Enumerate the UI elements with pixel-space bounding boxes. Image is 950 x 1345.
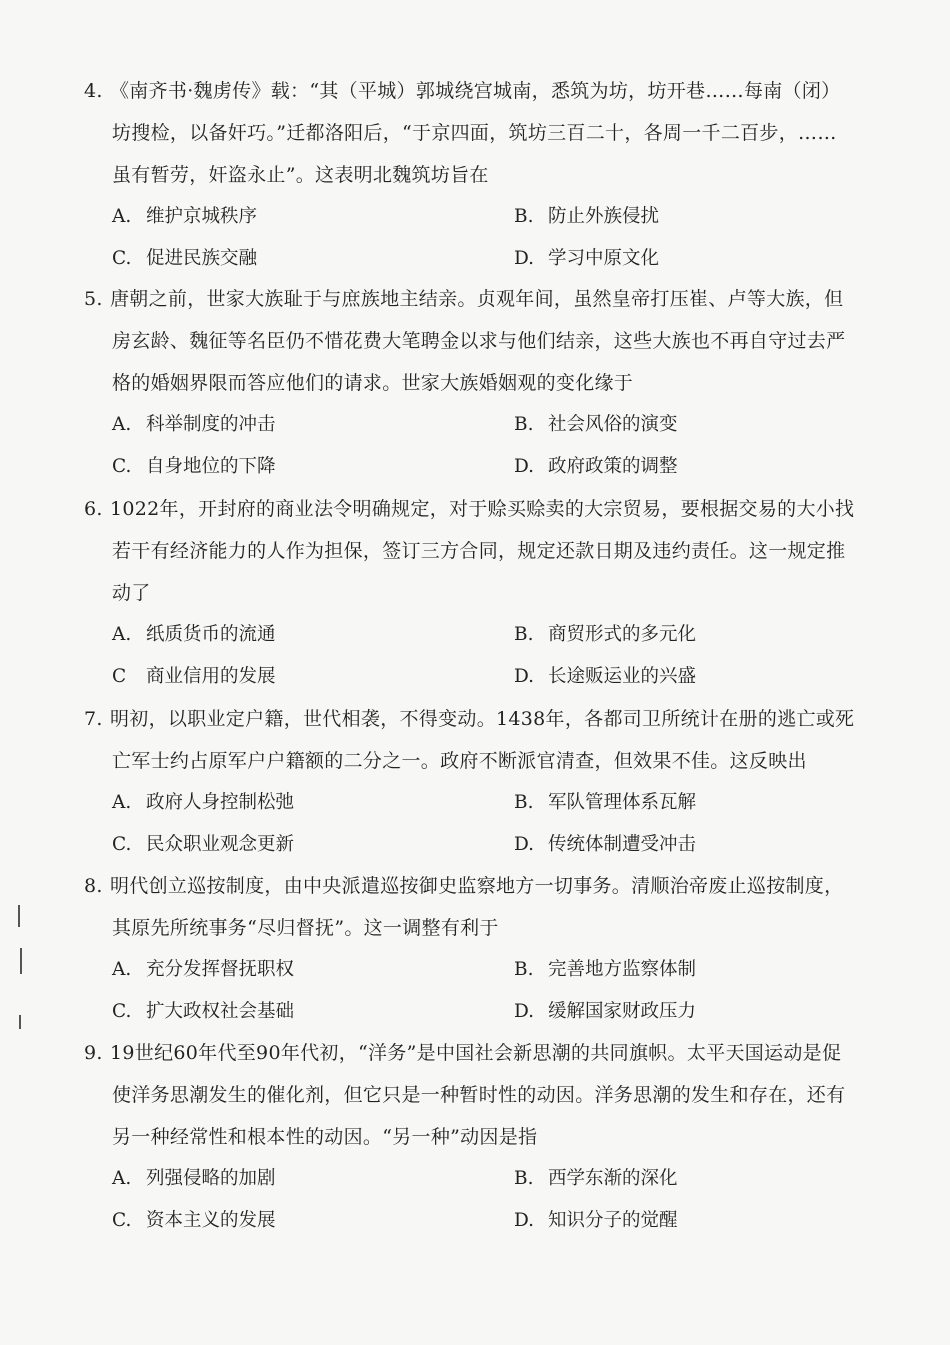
option-d[interactable]: D. 缓解国家财政压力 bbox=[514, 1001, 697, 1022]
option-b[interactable]: B. 完善地方监察体制 bbox=[514, 959, 697, 980]
option-d[interactable]: D. 长途贩运业的兴盛 bbox=[514, 666, 697, 687]
options bbox=[84, 949, 884, 1033]
scan-mark bbox=[19, 1015, 21, 1029]
option-a[interactable]: A. 列强侵略的加剧 bbox=[112, 1168, 276, 1189]
question-5 bbox=[84, 278, 884, 488]
question-stem bbox=[84, 70, 884, 196]
stem-line: 其原先所统事务“尽归督抚”。这一调整有利于 bbox=[112, 917, 499, 939]
option-c[interactable]: C 商业信用的发展 bbox=[112, 666, 276, 687]
question-number: 5. bbox=[84, 288, 103, 310]
question-stem bbox=[84, 488, 884, 614]
option-a[interactable]: A. 维护京城秩序 bbox=[112, 206, 258, 227]
stem-line: 若干有经济能力的人作为担保，签订三方合同，规定还款日期及违约责任。这一规定推 bbox=[112, 540, 846, 562]
option-d[interactable]: D. 传统体制遭受冲击 bbox=[514, 834, 697, 855]
options bbox=[84, 782, 884, 866]
option-a[interactable]: A. 充分发挥督抚职权 bbox=[112, 959, 295, 980]
stem-line: 使洋务思潮发生的催化剂，但它只是一种暂时性的动因。洋务思潮的发生和存在，还有 bbox=[112, 1084, 846, 1106]
option-b[interactable]: B. 防止外族侵扰 bbox=[514, 206, 660, 227]
stem-line: 19世纪60年代至90年代初，“洋务”是中国社会新思潮的共同旗帜。太平天国运动是促 bbox=[110, 1042, 842, 1064]
stem-line: 亡军士约占原军户户籍额的二分之一。政府不断派官清查，但效果不佳。这反映出 bbox=[112, 750, 807, 772]
stem-line: 唐朝之前，世家大族耻于与庶族地主结亲。贞观年间，虽然皇帝打压崔、卢等大族，但 bbox=[110, 288, 844, 310]
option-c[interactable]: C. 扩大政权社会基础 bbox=[112, 1001, 295, 1022]
options bbox=[84, 1158, 884, 1242]
options bbox=[84, 196, 884, 280]
question-9 bbox=[84, 1032, 884, 1242]
option-a[interactable]: A. 科举制度的冲击 bbox=[112, 414, 276, 435]
question-number: 7. bbox=[84, 708, 103, 730]
option-b[interactable]: B. 商贸形式的多元化 bbox=[514, 624, 697, 645]
stem-line: 《南齐书·魏虏传》载：“其（平城）郭城绕宫城南，悉筑为坊，坊开巷……每南（闭） bbox=[110, 80, 841, 102]
option-b[interactable]: B. 西学东渐的深化 bbox=[514, 1168, 678, 1189]
option-d[interactable]: D. 学习中原文化 bbox=[514, 248, 660, 269]
options bbox=[84, 614, 884, 698]
stem-line: 明代创立巡按制度，由中央派遣巡按御史监察地方一切事务。清顺治帝废止巡按制度， bbox=[110, 875, 844, 897]
question-8 bbox=[84, 865, 884, 1033]
stem-line: 虽有暂劳，奸盗永止”。这表明北魏筑坊旨在 bbox=[112, 164, 489, 186]
option-b[interactable]: B. 军队管理体系瓦解 bbox=[514, 792, 697, 813]
stem-line: 另一种经常性和根本性的动因。“另一种”动因是指 bbox=[112, 1126, 538, 1148]
option-c[interactable]: C. 资本主义的发展 bbox=[112, 1210, 276, 1231]
stem-line: 坊搜检，以备奸巧。”迁都洛阳后，“于京四面，筑坊三百二十，各周一千二百步，…… bbox=[112, 122, 837, 144]
option-c[interactable]: C. 自身地位的下降 bbox=[112, 456, 276, 477]
question-stem bbox=[84, 1032, 884, 1158]
question-number: 4. bbox=[84, 80, 103, 102]
stem-line: 房玄龄、魏征等名臣仍不惜花费大笔聘金以求与他们结亲，这些大族也不再自守过去严 bbox=[112, 330, 846, 352]
scan-mark bbox=[20, 948, 22, 974]
question-stem bbox=[84, 698, 884, 782]
question-4 bbox=[84, 70, 884, 280]
scan-mark bbox=[18, 905, 20, 927]
option-d[interactable]: D. 知识分子的觉醒 bbox=[514, 1210, 678, 1231]
stem-line: 1022年，开封府的商业法令明确规定，对于赊买赊卖的大宗贸易，要根据交易的大小找 bbox=[110, 498, 855, 520]
option-c[interactable]: C. 民众职业观念更新 bbox=[112, 834, 295, 855]
question-stem bbox=[84, 278, 884, 404]
question-number: 8. bbox=[84, 875, 103, 897]
question-number: 6. bbox=[84, 498, 103, 520]
option-c[interactable]: C. 促进民族交融 bbox=[112, 248, 258, 269]
stem-line: 明初，以职业定户籍，世代相袭，不得变动。1438年，各都司卫所统计在册的逃亡或死 bbox=[110, 708, 855, 730]
option-a[interactable]: A. 纸质货币的流通 bbox=[112, 624, 276, 645]
question-number: 9. bbox=[84, 1042, 103, 1064]
options bbox=[84, 404, 884, 488]
question-7 bbox=[84, 698, 884, 866]
stem-line: 格的婚姻界限而答应他们的请求。世家大族婚姻观的变化缘于 bbox=[112, 372, 634, 394]
option-d[interactable]: D. 政府政策的调整 bbox=[514, 456, 678, 477]
stem-line: 动了 bbox=[112, 582, 151, 604]
question-6 bbox=[84, 488, 884, 698]
option-a[interactable]: A. 政府人身控制松弛 bbox=[112, 792, 295, 813]
question-stem bbox=[84, 865, 884, 949]
option-b[interactable]: B. 社会风俗的演变 bbox=[514, 414, 678, 435]
